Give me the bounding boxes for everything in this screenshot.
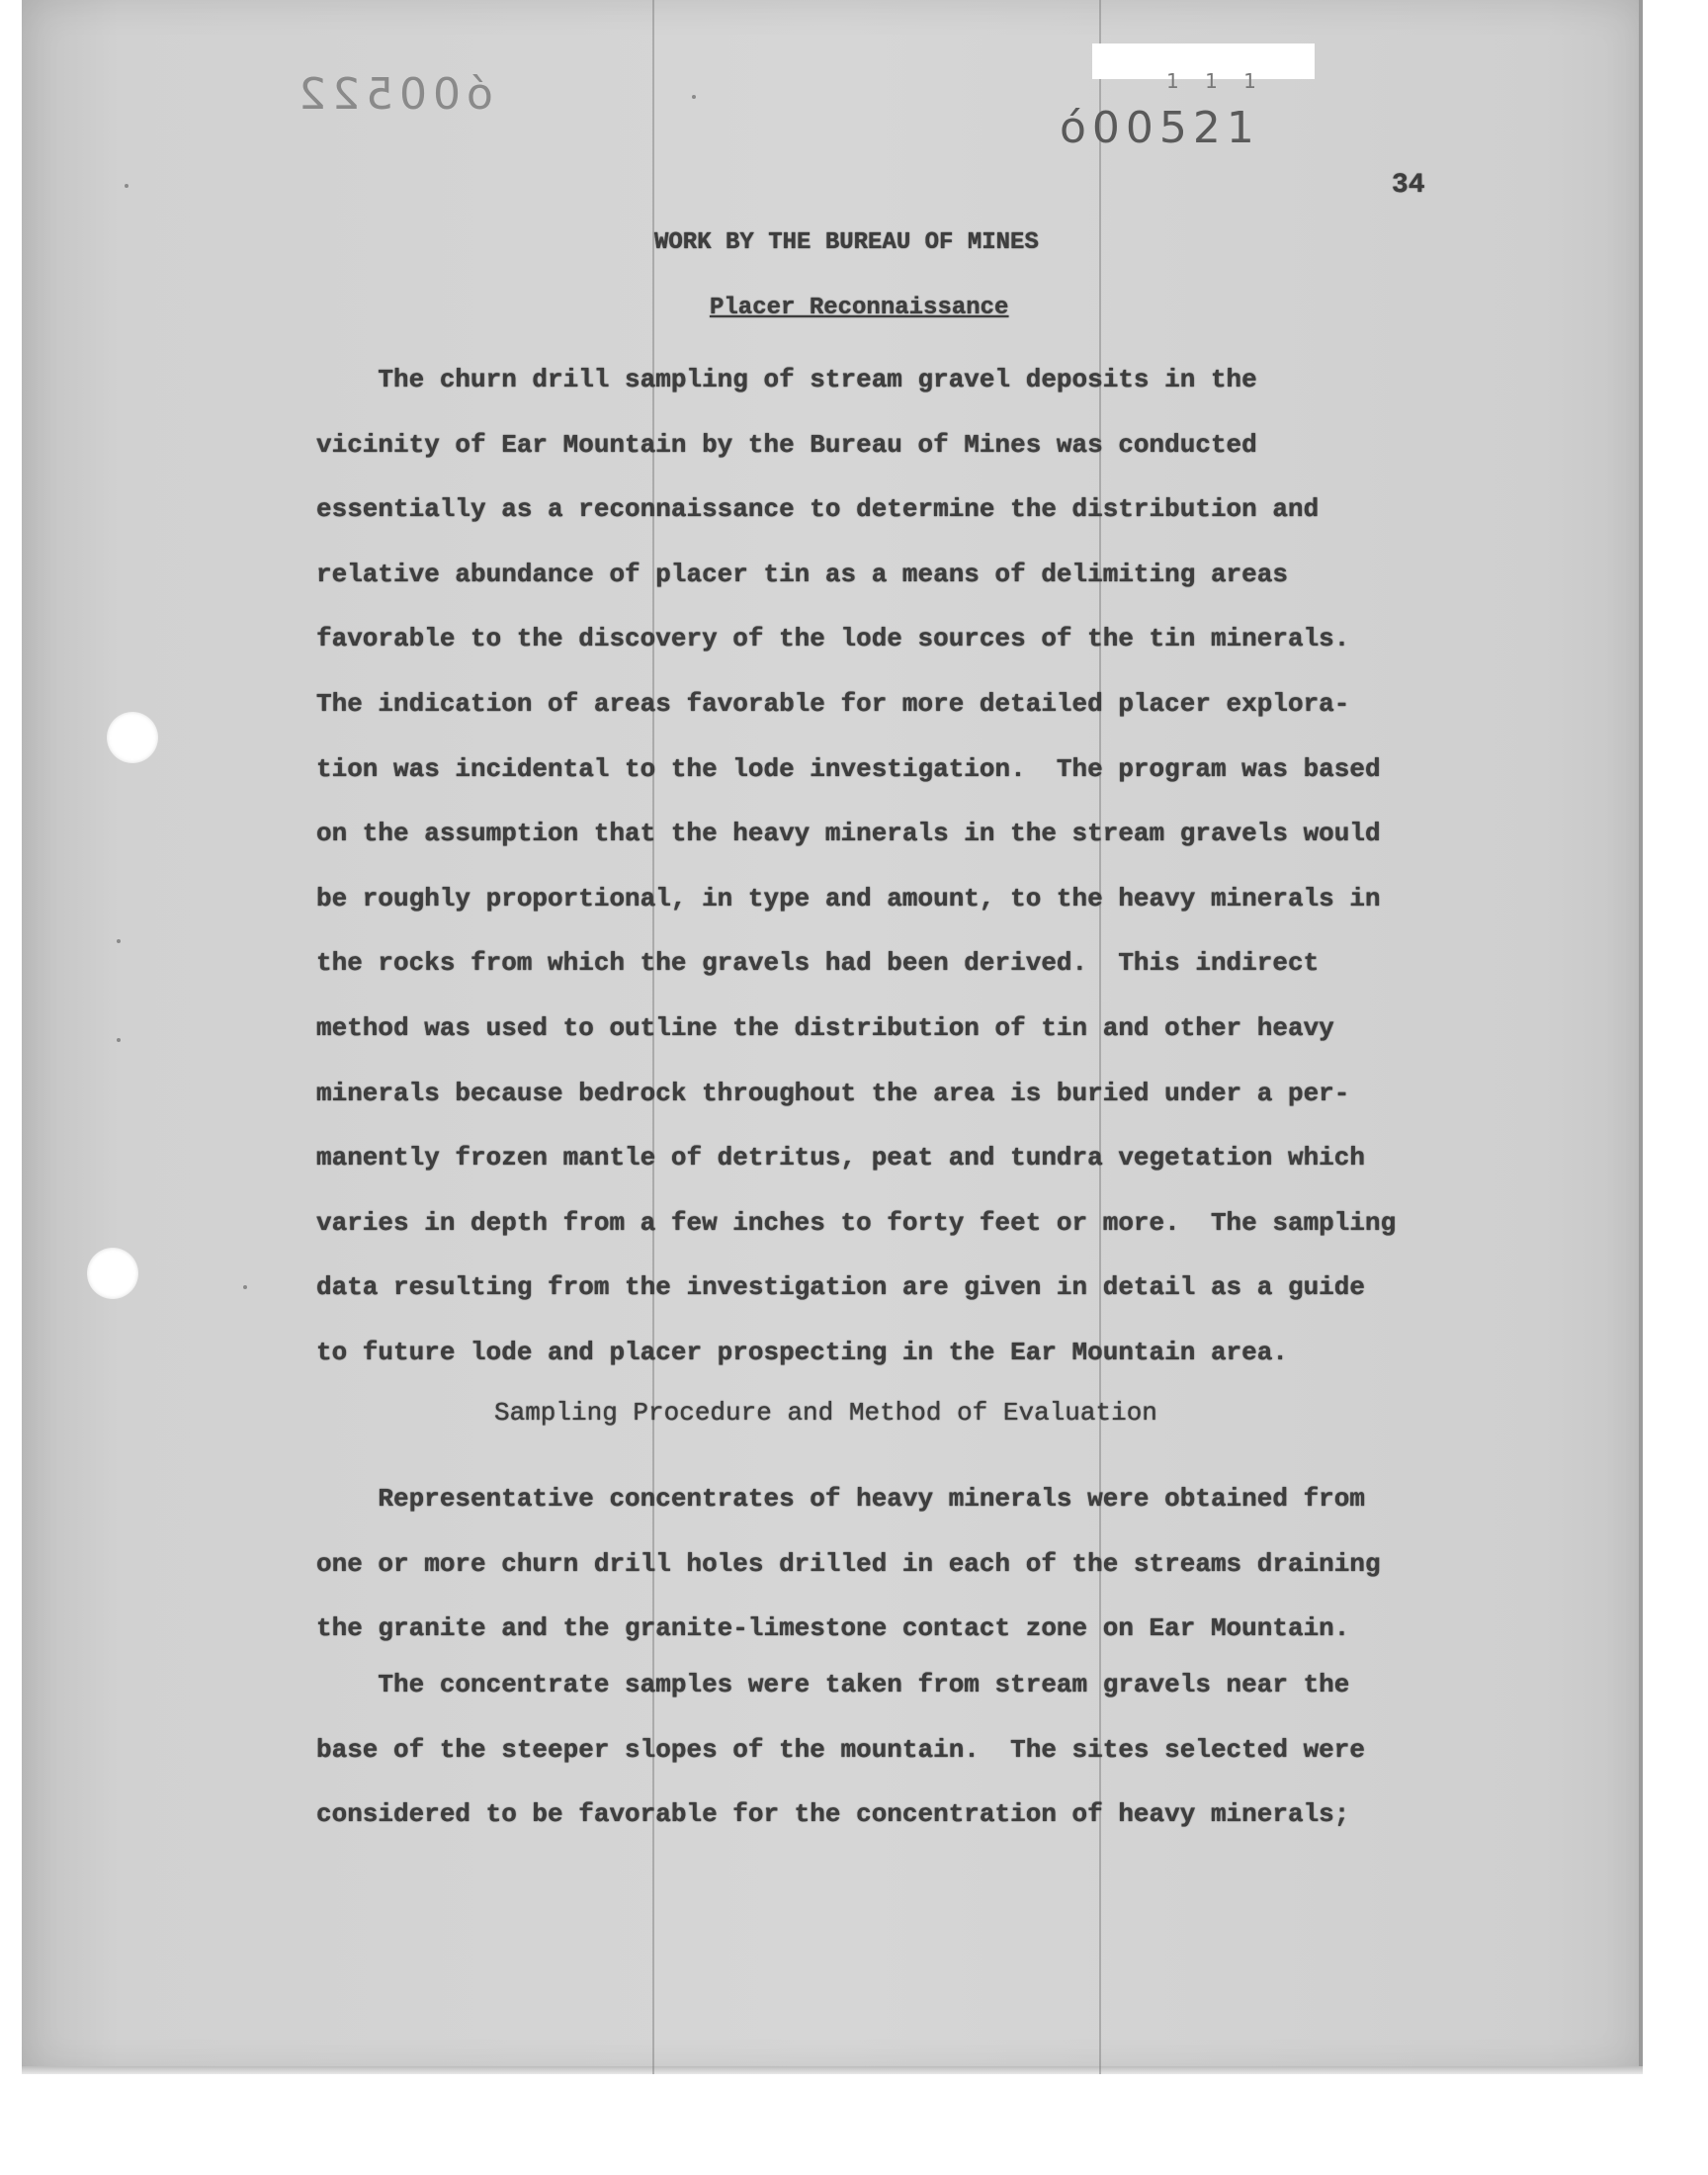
top-stamp-fragment: 1 1 1 <box>1166 69 1266 93</box>
text-line: tion was incidental to the lode investigation. The program was based <box>316 753 1381 784</box>
scan-speck <box>692 95 696 99</box>
text-line: favorable to the discovery of the lode sources of the tin minerals. <box>316 624 1350 654</box>
section-subheading: Placer Reconnaissance <box>710 295 1009 321</box>
page-edge-bottom <box>22 2066 1643 2074</box>
text-line: data resulting from the investigation are given in detail as a guide <box>316 1272 1365 1303</box>
page-edge-right <box>1639 0 1643 2074</box>
paragraph-sample-sites <box>316 1653 1483 1848</box>
text-line: varies in depth from a few inches to forty feet or more. The sampling <box>316 1207 1397 1238</box>
text-line: one or more churn drill holes drilled in each of the streams draining <box>316 1548 1381 1579</box>
text-line: the granite and the granite-limestone contact zone on Ear Mountain. <box>316 1613 1350 1644</box>
text-line: vicinity of Ear Mountain by the Bureau of Mines was conducted <box>316 429 1257 460</box>
page-heading: WORK BY THE BUREAU OF MINES <box>654 229 1039 256</box>
scan-speck <box>243 1285 247 1289</box>
text-line: The indication of areas favorable for more detailed placer explora- <box>316 688 1350 719</box>
scan-speck <box>117 1038 121 1042</box>
page-number: 34 <box>1392 170 1425 201</box>
text-line: the rocks from which the gravels had been derived. This indirect <box>316 948 1320 979</box>
text-line: manently frozen mantle of detritus, peat and tundra vegetation which <box>316 1143 1365 1174</box>
text-line: The churn drill sampling of stream gravel deposits in the <box>316 365 1257 394</box>
paragraph-concentrates <box>316 1467 1483 1662</box>
scan-speck <box>125 184 128 188</box>
text-line: method was used to outline the distribution of tin and other heavy <box>316 1012 1334 1043</box>
text-line: base of the steeper slopes of the mountain. The sites selected were <box>316 1734 1365 1765</box>
text-line: minerals because bedrock throughout the area is buried under a per- <box>316 1078 1350 1108</box>
bleed-through-number-stamp: ó00522 <box>293 69 493 120</box>
text-line: to future lode and placer prospecting in the Ear Mountain area. <box>316 1337 1288 1367</box>
text-line: considered to be favorable for the concentration of heavy minerals; <box>316 1799 1350 1830</box>
punch-hole-upper <box>107 712 158 763</box>
text-line: Representative concentrates of heavy minerals were obtained from <box>316 1484 1365 1514</box>
paragraph-placer-reconnaissance <box>316 348 1483 1386</box>
document-number-stamp: ó00521 <box>1060 103 1260 153</box>
text-line: relative abundance of placer tin as a means of delimiting areas <box>316 559 1288 589</box>
punch-hole-lower <box>87 1248 138 1299</box>
text-line: on the assumption that the heavy minerals in the stream gravels would <box>316 819 1381 849</box>
text-line: essentially as a reconnaissance to determine the distribution and <box>316 494 1320 525</box>
section-title-sampling-procedure: Sampling Procedure and Method of Evaluation <box>494 1398 1157 1428</box>
text-line: be roughly proportional, in type and amount, to the heavy minerals in <box>316 883 1381 914</box>
scan-speck <box>117 939 121 943</box>
text-line: The concentrate samples were taken from stream gravels near the <box>316 1670 1350 1699</box>
